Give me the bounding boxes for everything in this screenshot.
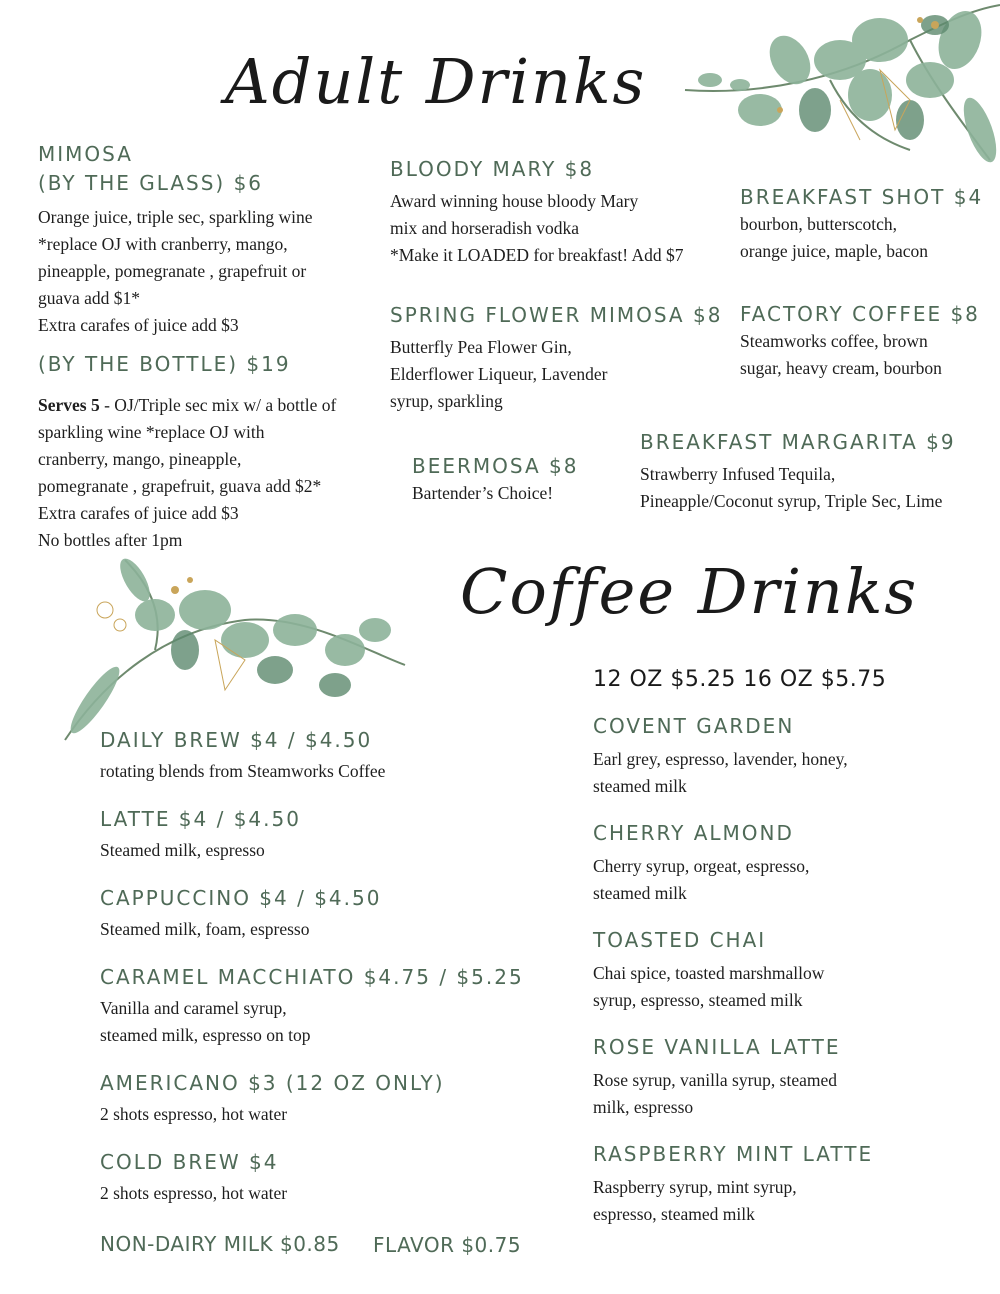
breakfast-shot-description xyxy=(740,211,995,265)
mimosa-heading-glass: (BY THE GLASS) $6 xyxy=(38,171,264,195)
text-line: Vanilla and caramel syrup, xyxy=(100,998,287,1018)
coffee-item xyxy=(100,1069,540,1148)
coffee-item xyxy=(100,726,540,805)
text-line: sugar, heavy cream, bourbon xyxy=(740,358,942,378)
coffee-item-heading: DAILY BREW $4 / $4.50 xyxy=(100,728,373,752)
text-line: syrup, espresso, steamed milk xyxy=(593,990,803,1010)
text-line: syrup, sparkling xyxy=(390,391,503,411)
eucalyptus-decoration-left xyxy=(45,550,415,750)
text-line: Strawberry Infused Tequila, xyxy=(640,464,836,484)
text-line: rotating blends from Steamworks Coffee xyxy=(100,761,386,781)
text-line: cranberry, mango, pineapple, xyxy=(38,449,242,469)
text-line: espresso, steamed milk xyxy=(593,1204,755,1224)
text-line: orange juice, maple, bacon xyxy=(740,241,929,261)
coffee-item-heading: CARAMEL MACCHIATO $4.75 / $5.25 xyxy=(100,965,524,989)
text-line: 2 shots espresso, hot water xyxy=(100,1104,288,1124)
coffee-item-heading: AMERICANO $3 (12 OZ ONLY) xyxy=(100,1071,445,1095)
beermosa-section xyxy=(412,453,612,507)
coffee-item-heading: LATTE $4 / $4.50 xyxy=(100,807,301,831)
text-line: pomegranate , grapefruit, guava add $2* xyxy=(38,476,322,496)
factory-coffee-description xyxy=(740,328,995,382)
spring-flower-description xyxy=(390,334,720,415)
beermosa-heading: BEERMOSA $8 xyxy=(412,454,579,478)
coffee-item-description xyxy=(593,1174,993,1228)
breakfast-margarita-heading: BREAKFAST MARGARITA $9 xyxy=(640,430,956,454)
text-line: Steamworks coffee, brown xyxy=(740,331,928,351)
text-line: Elderflower Liqueur, Lavender xyxy=(390,364,608,384)
non-dairy-milk-price: NON-DAIRY MILK $0.85 xyxy=(100,1232,340,1256)
text-line: Orange juice, triple sec, sparkling wine xyxy=(38,207,313,227)
coffee-item-description xyxy=(100,837,540,864)
coffee-item-description xyxy=(100,995,540,1049)
text-span: - OJ/Triple sec mix w/ a bottle of xyxy=(99,395,337,415)
adult-drinks-title: Adult Drinks xyxy=(225,45,647,118)
coffee-item xyxy=(100,963,540,1069)
mimosa-heading: MIMOSA xyxy=(38,142,133,166)
text-line xyxy=(38,392,388,419)
breakfast-shot-section xyxy=(740,184,995,265)
coffee-item xyxy=(593,819,993,926)
coffee-item-description xyxy=(593,853,993,907)
text-line: steamed milk, espresso on top xyxy=(100,1025,311,1045)
coffee-item-description xyxy=(100,916,540,943)
text-line: Bartender’s Choice! xyxy=(412,483,554,503)
coffee-sizes-prices: 12 OZ $5.25 16 OZ $5.75 xyxy=(593,667,887,692)
text-line: Raspberry syrup, mint syrup, xyxy=(593,1177,797,1197)
coffee-item-heading: CHERRY ALMOND xyxy=(593,821,794,845)
coffee-item-heading: RASPBERRY MINT LATTE xyxy=(593,1142,874,1166)
text-line: Extra carafes of juice add $3 xyxy=(38,315,239,335)
text-line: bourbon, butterscotch, xyxy=(740,214,897,234)
bloody-mary-description xyxy=(390,188,720,269)
coffee-item-description xyxy=(100,758,540,785)
mimosa-description xyxy=(38,204,388,339)
bloody-mary-heading: BLOODY MARY $8 xyxy=(390,157,595,181)
text-line: sparkling wine *replace OJ with xyxy=(38,422,265,442)
coffee-item-description xyxy=(100,1101,540,1128)
eucalyptus-decoration-top xyxy=(680,0,1000,175)
coffee-item xyxy=(100,884,540,963)
coffee-item-description xyxy=(593,960,993,1014)
coffee-left-column xyxy=(100,726,540,1227)
coffee-item xyxy=(593,1140,993,1247)
spring-flower-heading: SPRING FLOWER MIMOSA $8 xyxy=(390,303,723,327)
text-line: *replace OJ with cranberry, mango, xyxy=(38,234,288,254)
coffee-right-column xyxy=(593,712,993,1247)
serves-label: Serves 5 xyxy=(38,395,100,415)
factory-coffee-section xyxy=(740,301,995,382)
bloody-mary-section xyxy=(390,155,720,269)
coffee-item xyxy=(593,926,993,1033)
text-line: Award winning house bloody Mary xyxy=(390,191,639,211)
text-line: Rose syrup, vanilla syrup, steamed xyxy=(593,1070,837,1090)
coffee-item-description xyxy=(593,1067,993,1121)
text-line: milk, espresso xyxy=(593,1097,694,1117)
bottle-section xyxy=(38,350,388,554)
bottle-heading: (BY THE BOTTLE) $19 xyxy=(38,352,291,376)
coffee-item-heading: CAPPUCCINO $4 / $4.50 xyxy=(100,886,382,910)
text-line: Pineapple/Coconut syrup, Triple Sec, Lime xyxy=(640,491,943,511)
text-line: Steamed milk, espresso xyxy=(100,840,265,860)
breakfast-shot-heading: BREAKFAST SHOT $4 xyxy=(740,185,984,209)
text-line: mix and horseradish vodka xyxy=(390,218,580,238)
coffee-item-heading: TOASTED CHAI xyxy=(593,928,767,952)
text-line: Cherry syrup, orgeat, espresso, xyxy=(593,856,810,876)
factory-coffee-heading: FACTORY COFFEE $8 xyxy=(740,302,980,326)
coffee-item-description xyxy=(593,746,993,800)
text-line: guava add $1* xyxy=(38,288,141,308)
text-line: steamed milk xyxy=(593,883,687,903)
coffee-item-heading: ROSE VANILLA LATTE xyxy=(593,1035,841,1059)
coffee-item-description xyxy=(100,1180,540,1207)
coffee-item xyxy=(593,712,993,819)
text-line: pineapple, pomegranate , grapefruit or xyxy=(38,261,307,281)
text-line: 2 shots espresso, hot water xyxy=(100,1183,288,1203)
text-line: No bottles after 1pm xyxy=(38,530,183,550)
coffee-item-heading: COLD BREW $4 xyxy=(100,1150,279,1174)
text-line: Chai spice, toasted marshmallow xyxy=(593,963,825,983)
text-line: Extra carafes of juice add $3 xyxy=(38,503,239,523)
coffee-item xyxy=(100,1148,540,1227)
coffee-item-heading: COVENT GARDEN xyxy=(593,714,795,738)
beermosa-description xyxy=(412,480,612,507)
breakfast-margarita-description xyxy=(640,461,995,515)
text-line: steamed milk xyxy=(593,776,687,796)
coffee-drinks-title: Coffee Drinks xyxy=(460,555,919,628)
breakfast-margarita-section xyxy=(640,428,995,515)
spring-flower-section xyxy=(390,301,723,415)
bottle-description xyxy=(38,392,388,554)
mimosa-section xyxy=(38,140,388,339)
coffee-item xyxy=(593,1033,993,1140)
flavor-price: FLAVOR $0.75 xyxy=(373,1233,522,1257)
text-line: *Make it LOADED for breakfast! Add $7 xyxy=(390,245,684,265)
text-line: Earl grey, espresso, lavender, honey, xyxy=(593,749,848,769)
text-line: Steamed milk, foam, espresso xyxy=(100,919,310,939)
text-line: Butterfly Pea Flower Gin, xyxy=(390,337,572,357)
coffee-item xyxy=(100,805,540,884)
